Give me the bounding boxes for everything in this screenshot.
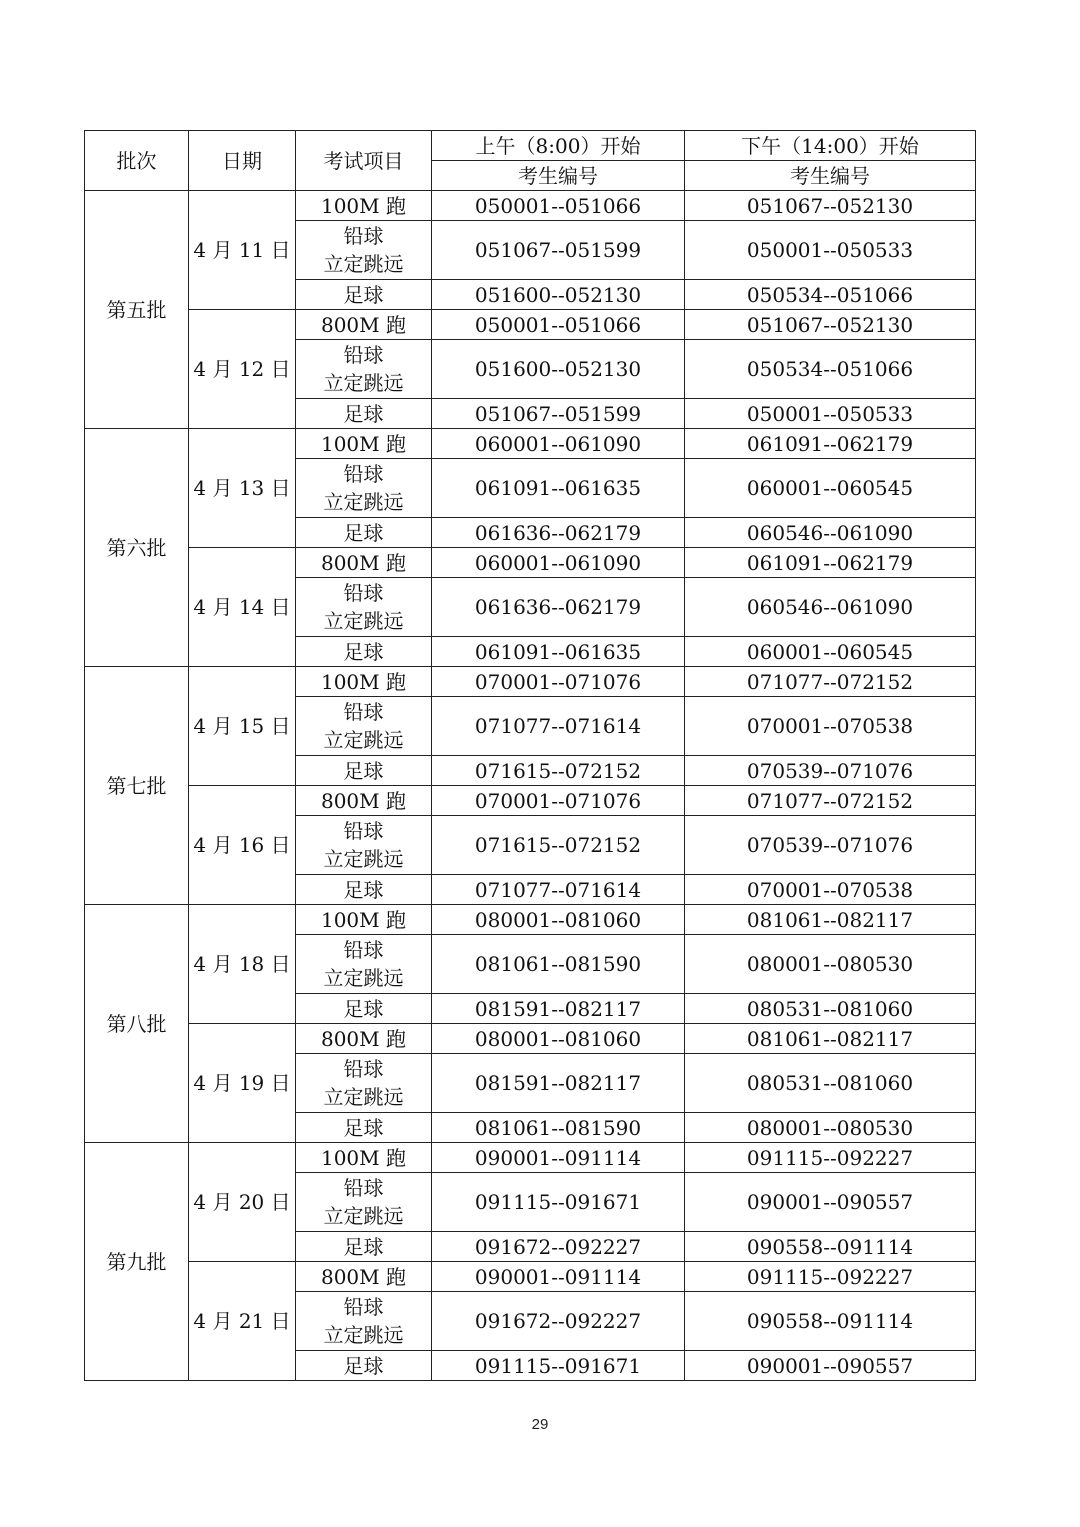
event-name: 足球 [343,1234,384,1259]
afternoon-id-range: 070001--070538 [685,697,976,756]
date-cell: 4 月 12 日 [189,310,296,429]
afternoon-id-range: 050534--051066 [685,340,976,399]
event-cell [296,756,432,786]
event-name: 立定跳远 [323,609,404,633]
date-cell: 4 月 11 日 [189,191,296,310]
header-morning: 上午（8:00）开始 [432,131,685,161]
date-cell: 4 月 13 日 [189,429,296,548]
afternoon-id-range: 070539--071076 [685,756,976,786]
afternoon-id-range: 070001--070538 [685,875,976,905]
event-name: 立定跳远 [323,847,404,871]
date-cell: 4 月 16 日 [189,786,296,905]
event-name: 足球 [343,401,384,426]
morning-id-range: 050001--051066 [432,310,685,340]
date-cell: 4 月 20 日 [189,1143,296,1262]
event-name: 铅球 [343,1176,384,1200]
afternoon-id-range: 060546--061090 [685,578,976,637]
event-cell [296,697,432,756]
date-cell: 4 月 21 日 [189,1262,296,1381]
event-name: 足球 [343,996,384,1021]
morning-id-range: 081061--081590 [432,935,685,994]
header-event: 考试项目 [296,131,432,191]
event-cell [296,459,432,518]
morning-id-range: 091115--091671 [432,1351,685,1381]
afternoon-id-range: 061091--062179 [685,429,976,459]
table-header [85,131,976,191]
afternoon-id-range: 091115--092227 [685,1262,976,1292]
afternoon-id-range: 090558--091114 [685,1292,976,1351]
morning-id-range: 061091--061635 [432,637,685,667]
event-name: 铅球 [343,700,384,724]
table-row [85,191,976,221]
morning-id-range: 071615--072152 [432,816,685,875]
morning-id-range: 071077--071614 [432,697,685,756]
morning-id-range: 051600--052130 [432,340,685,399]
date-cell: 4 月 19 日 [189,1024,296,1143]
event-name: 铅球 [343,819,384,843]
event-name: 足球 [343,520,384,545]
afternoon-id-range: 081061--082117 [685,1024,976,1054]
event-cell [296,310,432,340]
date-cell: 4 月 15 日 [189,667,296,786]
exam-schedule-table [84,130,976,1381]
afternoon-id-range: 090001--090557 [685,1173,976,1232]
table-row [85,310,976,340]
event-cell [296,1351,432,1381]
header-afternoon: 下午（14:00）开始 [685,131,976,161]
event-name: 足球 [343,1115,384,1140]
event-cell [296,1024,432,1054]
afternoon-id-range: 050534--051066 [685,280,976,310]
event-name: 铅球 [343,224,384,248]
event-name: 立定跳远 [323,1204,404,1228]
event-cell [296,1262,432,1292]
morning-id-range: 091672--092227 [432,1292,685,1351]
event-cell [296,1143,432,1173]
event-name: 800M 跑 [320,312,406,337]
batch-cell: 第九批 [85,1143,189,1381]
table-row [85,1143,976,1173]
event-name: 立定跳远 [323,490,404,514]
afternoon-id-range: 090001--090557 [685,1351,976,1381]
afternoon-id-range: 071077--072152 [685,786,976,816]
afternoon-id-range: 051067--052130 [685,310,976,340]
morning-id-range: 061091--061635 [432,459,685,518]
event-cell [296,875,432,905]
event-name: 足球 [343,282,384,307]
event-name: 立定跳远 [323,1085,404,1109]
morning-id-range: 071077--071614 [432,875,685,905]
morning-id-range: 091115--091671 [432,1173,685,1232]
morning-id-range: 060001--061090 [432,429,685,459]
event-name: 800M 跑 [320,1264,406,1289]
date-cell: 4 月 18 日 [189,905,296,1024]
event-name: 立定跳远 [323,1323,404,1347]
header-batch: 批次 [85,131,189,191]
afternoon-id-range: 080531--081060 [685,994,976,1024]
table-row [85,905,976,935]
afternoon-id-range: 060001--060545 [685,637,976,667]
afternoon-id-range: 060001--060545 [685,459,976,518]
event-name: 立定跳远 [323,371,404,395]
date-cell: 4 月 14 日 [189,548,296,667]
event-cell [296,518,432,548]
event-name: 立定跳远 [323,728,404,752]
morning-id-range: 070001--071076 [432,667,685,697]
event-name: 铅球 [343,1057,384,1081]
morning-id-range: 050001--051066 [432,191,685,221]
event-name: 100M 跑 [320,1145,406,1170]
event-name: 100M 跑 [320,431,406,456]
event-cell [296,191,432,221]
morning-id-range: 081061--081590 [432,1113,685,1143]
table-row [85,548,976,578]
morning-id-range: 061636--062179 [432,578,685,637]
morning-id-range: 060001--061090 [432,548,685,578]
afternoon-id-range: 050001--050533 [685,399,976,429]
header-date: 日期 [189,131,296,191]
afternoon-id-range: 050001--050533 [685,221,976,280]
table-row [85,667,976,697]
event-cell [296,280,432,310]
table-row [85,1024,976,1054]
header-afternoon-examinee-id: 考生编号 [685,161,976,191]
morning-id-range: 071615--072152 [432,756,685,786]
event-name: 足球 [343,877,384,902]
morning-id-range: 091672--092227 [432,1232,685,1262]
event-name: 铅球 [343,938,384,962]
event-name: 足球 [343,758,384,783]
event-cell [296,399,432,429]
page-number: 29 [531,1416,549,1433]
afternoon-id-range: 070539--071076 [685,816,976,875]
event-cell [296,994,432,1024]
morning-id-range: 090001--091114 [432,1143,685,1173]
morning-id-range: 081591--082117 [432,994,685,1024]
event-name: 立定跳远 [323,252,404,276]
table-row [85,429,976,459]
event-cell [296,667,432,697]
afternoon-id-range: 080531--081060 [685,1054,976,1113]
afternoon-id-range: 080001--080530 [685,935,976,994]
event-cell [296,1054,432,1113]
afternoon-id-range: 090558--091114 [685,1232,976,1262]
afternoon-id-range: 071077--072152 [685,667,976,697]
afternoon-id-range: 051067--052130 [685,191,976,221]
event-cell [296,1232,432,1262]
morning-id-range: 080001--081060 [432,905,685,935]
event-cell [296,340,432,399]
event-cell [296,221,432,280]
event-cell [296,1173,432,1232]
event-name: 100M 跑 [320,669,406,694]
event-cell [296,578,432,637]
event-name: 立定跳远 [323,966,404,990]
header-row [85,131,976,161]
morning-id-range: 051067--051599 [432,221,685,280]
event-name: 足球 [343,639,384,664]
afternoon-id-range: 060546--061090 [685,518,976,548]
event-name: 铅球 [343,343,384,367]
morning-id-range: 090001--091114 [432,1262,685,1292]
morning-id-range: 051067--051599 [432,399,685,429]
afternoon-id-range: 061091--062179 [685,548,976,578]
event-name: 铅球 [343,462,384,486]
event-cell [296,1292,432,1351]
table-row [85,1262,976,1292]
event-cell [296,905,432,935]
batch-cell: 第八批 [85,905,189,1143]
morning-id-range: 080001--081060 [432,1024,685,1054]
event-name: 800M 跑 [320,550,406,575]
event-cell [296,637,432,667]
morning-id-range: 070001--071076 [432,786,685,816]
event-name: 铅球 [343,1295,384,1319]
morning-id-range: 061636--062179 [432,518,685,548]
batch-cell: 第五批 [85,191,189,429]
event-cell [296,429,432,459]
afternoon-id-range: 091115--092227 [685,1143,976,1173]
event-cell [296,816,432,875]
event-name: 100M 跑 [320,193,406,218]
event-name: 铅球 [343,581,384,605]
table-body [85,191,976,1381]
afternoon-id-range: 081061--082117 [685,905,976,935]
afternoon-id-range: 080001--080530 [685,1113,976,1143]
batch-cell: 第六批 [85,429,189,667]
table-row [85,786,976,816]
event-cell [296,786,432,816]
morning-id-range: 081591--082117 [432,1054,685,1113]
event-cell [296,935,432,994]
event-name: 100M 跑 [320,907,406,932]
batch-cell: 第七批 [85,667,189,905]
event-cell [296,548,432,578]
event-name: 足球 [343,1353,384,1378]
morning-id-range: 051600--052130 [432,280,685,310]
header-morning-examinee-id: 考生编号 [432,161,685,191]
event-name: 800M 跑 [320,1026,406,1051]
event-name: 800M 跑 [320,788,406,813]
event-cell [296,1113,432,1143]
